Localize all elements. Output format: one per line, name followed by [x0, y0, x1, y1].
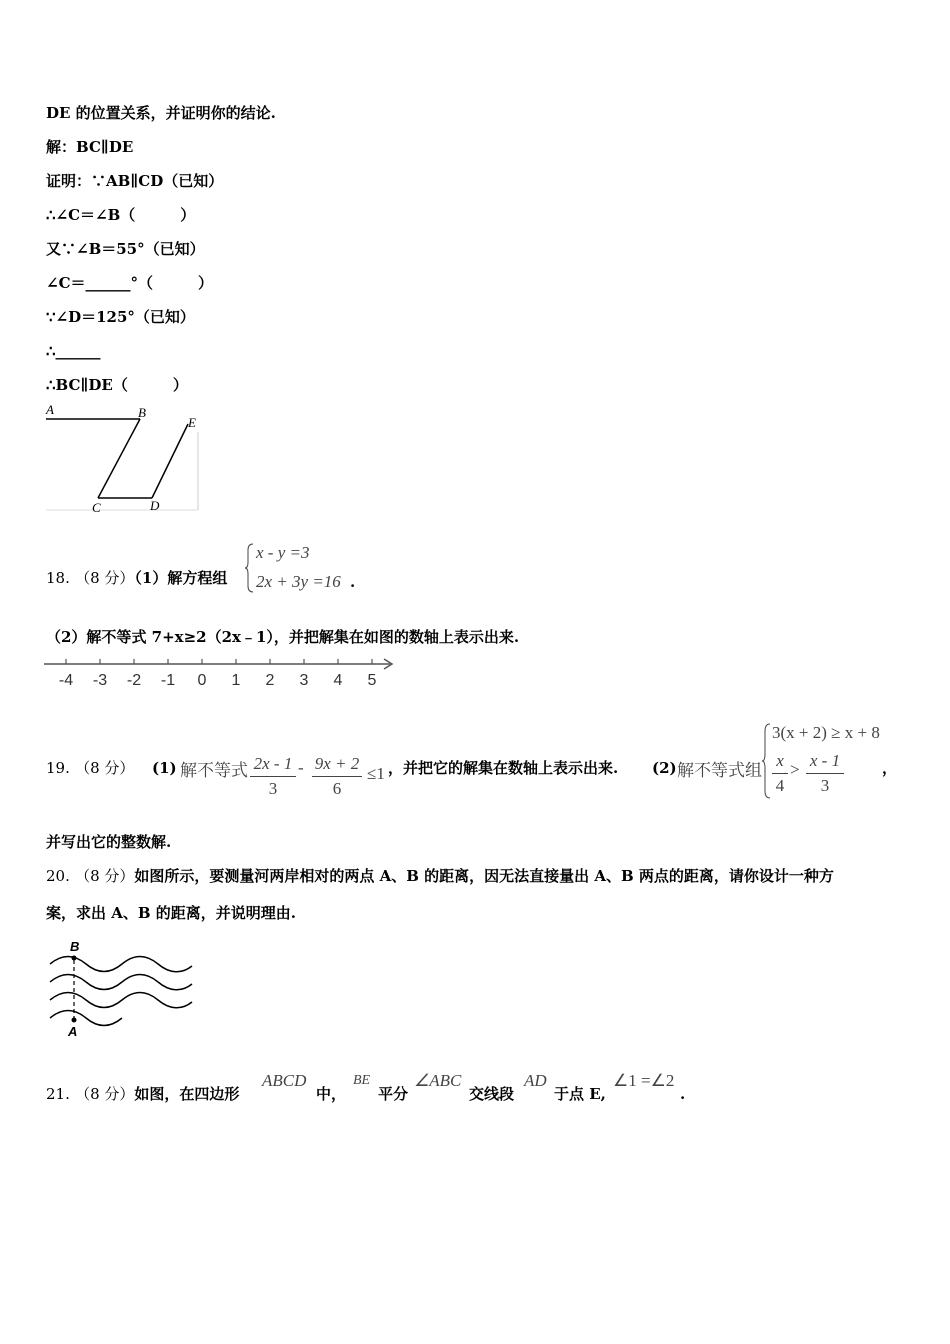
q20-line1 [46, 866, 834, 886]
q19-frac2 [312, 754, 362, 799]
proof-line-3: 证明：∵AB∥CD（已知） [46, 172, 224, 190]
q21-m2: BE [353, 1073, 371, 1088]
number-line-tick-label: -3 [92, 672, 108, 689]
q19-brace [762, 722, 772, 800]
q21-t2: 中， [316, 1085, 347, 1103]
number-line [44, 654, 398, 694]
q19-sys-eq1: 3(x + 2) ≥ x + 8 [772, 723, 880, 742]
q21-score: （8 分） [75, 1085, 135, 1103]
q19-score: （8 分） [75, 759, 135, 777]
q20-number: 20. [46, 867, 70, 885]
river-label-b: B [70, 939, 80, 954]
proof-line-5: 又∵∠B＝55°（已知） [46, 240, 205, 258]
q19-le: ≤1 [367, 764, 385, 783]
q19-frac1-num: 2x - 1 [253, 754, 293, 773]
q18-line [46, 568, 227, 588]
parallel-lines-figure [44, 402, 204, 514]
q19-frac1 [250, 754, 296, 799]
number-line-tick-label: -4 [58, 672, 74, 689]
q20-text2: 案，求出 A、B 的距离，并说明理由. [46, 904, 296, 922]
number-line-tick-label: 3 [299, 672, 309, 689]
q19-number: 19. [46, 759, 70, 777]
q21-t1: 如图，在四边形 [134, 1085, 240, 1103]
river-label-a: A [68, 1024, 78, 1039]
q18-number: 18. [46, 569, 70, 587]
q21-m3: ∠ABC [414, 1071, 462, 1090]
q18-brace [245, 542, 255, 594]
q18-eq1: x - y =3 [256, 543, 310, 562]
label-d: D [150, 498, 160, 513]
q21-m5: ∠1 =∠2 [613, 1071, 675, 1090]
proof-line-8: ∴______ [46, 342, 101, 360]
label-c: C [92, 500, 101, 515]
number-line-tick-label: -2 [126, 672, 142, 689]
q19-line [46, 758, 134, 778]
q19-frac2-num: 9x + 2 [314, 754, 360, 773]
q18-score: （8 分） [75, 569, 135, 587]
q19-gt: > [790, 760, 800, 779]
label-b: B [138, 405, 146, 420]
q20-score: （8 分） [75, 867, 135, 885]
q19-sys-frac1-num: x [776, 751, 784, 770]
proof-line-9: ∴BC∥DE（ ） [46, 376, 188, 394]
q21-t6: . [680, 1085, 686, 1103]
number-line-tick-label: 5 [367, 672, 377, 689]
q21-number: 21. [46, 1085, 70, 1103]
number-line-tick-label: 1 [231, 672, 241, 689]
q21-m1: ABCD [262, 1071, 307, 1090]
q19-sys-frac2-num: x - 1 [809, 751, 841, 770]
q18-part2: （2）解不等式 7+x≥2（2x﹣1），并把解集在如图的数轴上表示出来. [46, 628, 520, 646]
q19-frac1-den: 3 [268, 779, 278, 798]
q19-cont: 并写出它的整数解. [46, 833, 172, 851]
q19-part1-text: 解不等式 [180, 761, 248, 780]
q21-t5: 于点 E, [554, 1085, 606, 1103]
q19-minus: - [298, 758, 304, 777]
label-e: E [188, 415, 196, 430]
proof-line-2: 解：BC∥DE [46, 138, 134, 156]
q20-text1: 如图所示，要测量河两岸相对的两点 A、B 的距离，因无法直接量出 A、B 两点的距离，请你设计一种方 [134, 867, 834, 885]
number-line-tick-label: -1 [160, 672, 176, 689]
q18-end: . [350, 573, 356, 591]
proof-line-7: ∵∠D＝125°（已知） [46, 308, 195, 326]
q19-frac2-den: 6 [332, 779, 342, 798]
river-figure [46, 936, 196, 1042]
number-line-tick-label: 0 [197, 672, 207, 689]
number-line-tick-label: 4 [333, 672, 343, 689]
q18-eq2: 2x + 3y =16 [256, 572, 341, 591]
proof-line-6: ∠C＝______°（ ） [46, 274, 214, 292]
q19-comma: ， [882, 759, 898, 777]
q19-part2-text: 解不等式组 [677, 761, 762, 780]
label-a: A [46, 402, 54, 417]
q19-part2-label: (2) [652, 759, 677, 777]
q19-sys-frac2-den: 3 [820, 776, 830, 795]
q19-mid-text: ，并把它的解集在数轴上表示出来. [388, 759, 619, 777]
q21-t4: 交线段 [469, 1085, 515, 1103]
q19-part1-label: (1) [152, 759, 177, 777]
q18-part1: （1）解方程组 [134, 569, 228, 587]
q21-t3: 平分 [378, 1085, 409, 1103]
proof-line-4: ∴∠C＝∠B（ ） [46, 206, 196, 224]
q19-sys-frac1 [772, 751, 788, 796]
q21-m4: AD [524, 1071, 547, 1090]
number-line-tick-label: 2 [265, 672, 275, 689]
q19-sys-frac1-den: 4 [775, 776, 785, 795]
q19-sys-frac2 [806, 751, 844, 796]
proof-line-1: DE 的位置关系，并证明你的结论. [46, 104, 276, 122]
q21-line [46, 1084, 239, 1104]
